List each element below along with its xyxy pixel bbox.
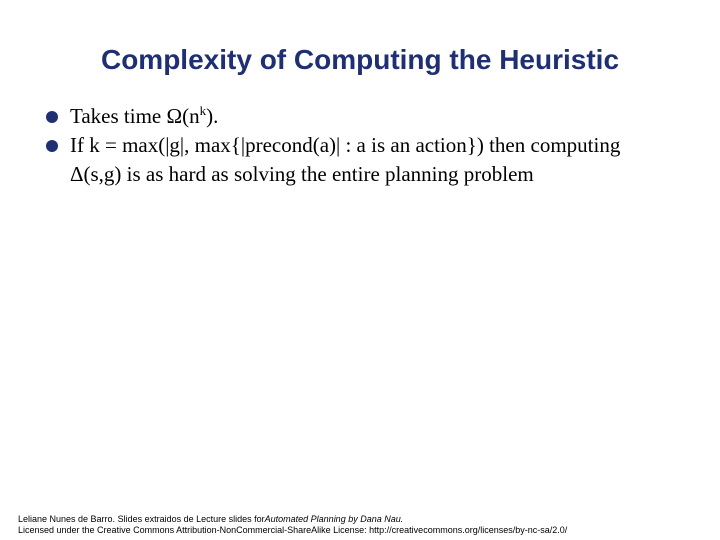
footer-book-title: Automated Planning by Dana Nau.	[264, 514, 404, 524]
bullet-text-post: ).	[206, 104, 219, 128]
bullet-item	[46, 102, 666, 131]
footer-source: Leliane Nunes de Barro. Slides extraidos de Lecture slides for	[18, 514, 265, 524]
slide-title: Complexity of Computing the Heuristic	[100, 44, 620, 75]
footer-license: Licensed under the Creative Commons Attribution-NonCommercial-ShareAlike License: http://creativecommons.org/licenses/by-nc-sa/2.0/	[18, 525, 568, 535]
bullet-dot-icon	[46, 111, 58, 123]
footer-line-1	[18, 514, 708, 525]
bullet-dot-icon	[46, 140, 58, 152]
bullet-text-pre: Takes time Ω(n	[70, 104, 200, 128]
bullet-text: If k = max(|g|, max{|precond(a)| : a is an action}) then computing Δ(s,g) is as hard as solving the entire planning problem	[70, 133, 621, 186]
bullet-text-superscript: k	[199, 103, 207, 118]
bullet-list	[46, 102, 666, 189]
footer-credits	[18, 514, 708, 536]
bullet-item	[46, 131, 666, 189]
